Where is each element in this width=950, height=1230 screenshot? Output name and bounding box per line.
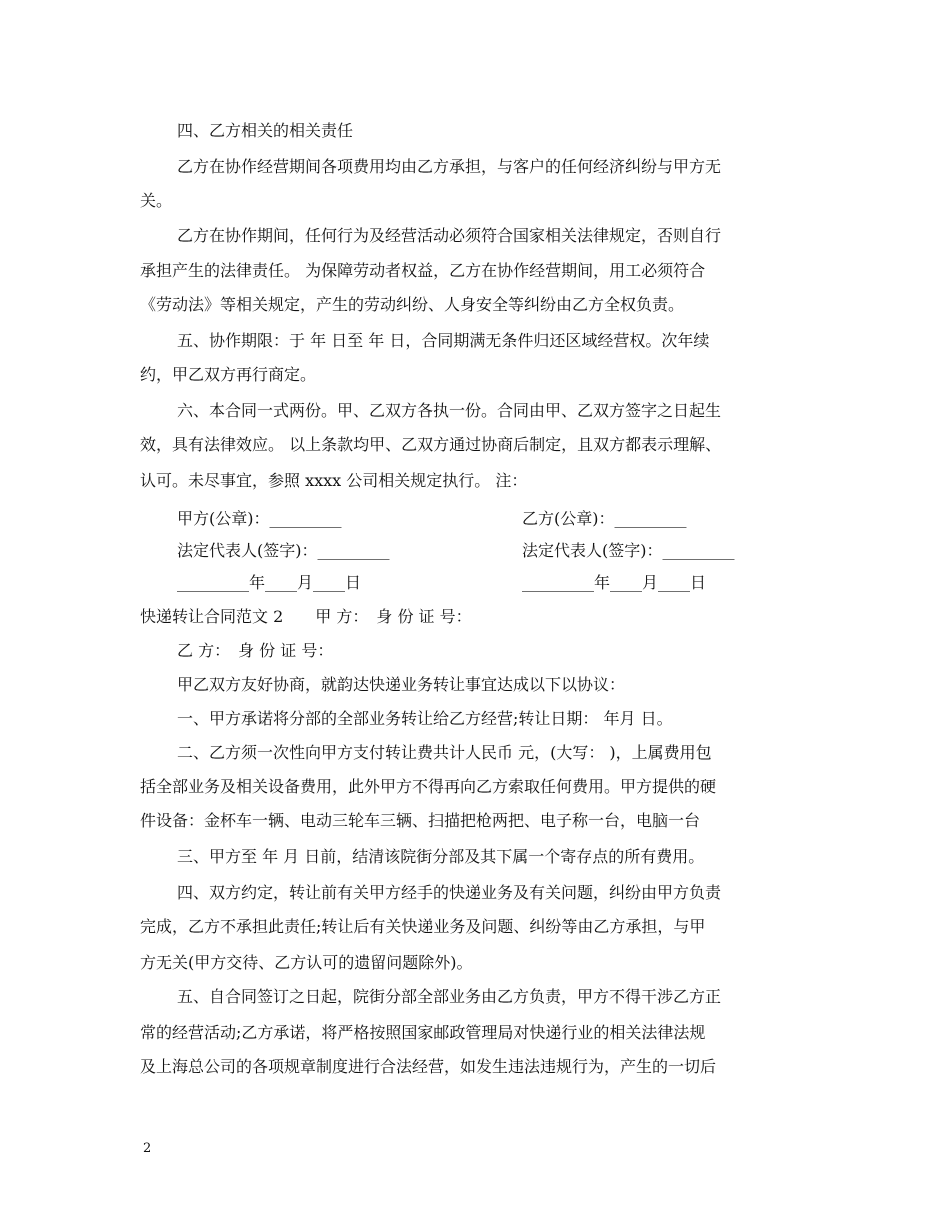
paragraph-line: 三、甲方至 年 月 日前，结清该院街分部及其下属一个寄存点的所有费用。 bbox=[177, 847, 705, 866]
paragraph-line: 常的经营活动;乙方承诺，将严格按照国家邮政管理局对快递行业的相关法律法规 bbox=[140, 1023, 706, 1042]
paragraph-line: 方无关(甲方交待、乙方认可的遗留问题除外)。 bbox=[140, 953, 473, 972]
paragraph-line: 件设备：金杯车一辆、电动三轮车三辆、扫描把枪两把、电子称一台，电脑一台 bbox=[140, 811, 701, 830]
party-a-representative: 法定代表人(签字)：_________ bbox=[177, 541, 390, 560]
paragraph-line: 五、协作期限：于 年 日至 年 日，合同期满无条件归还区域经营权。次年续 bbox=[177, 331, 710, 350]
paragraph-line: 认可。未尽事宜，参照 xxxx 公司相关规定执行。 注： bbox=[140, 471, 528, 490]
paragraph-line: 及上海总公司的各项规章制度进行合法经营，如发生违法违规行为，产生的一切后 bbox=[140, 1057, 717, 1076]
paragraph-line: 乙 方： 身 份 证 号： bbox=[177, 641, 334, 660]
party-b-representative: 法定代表人(签字)：_________ bbox=[522, 541, 735, 560]
section-title: 快递转让合同范文 2 甲 方： 身 份 证 号： bbox=[140, 607, 472, 626]
paragraph-line: 《劳动法》等相关规定，产生的劳动纠纷、人身安全等纠纷由乙方全权负责。 bbox=[140, 295, 685, 314]
paragraph-line: 括全部业务及相关设备费用，此外甲方不得再向乙方索取任何费用。甲方提供的硬 bbox=[140, 777, 717, 796]
paragraph-line: 六、本合同一式两份。甲、乙双方各执一份。合同由甲、乙双方签字之日起生 bbox=[177, 401, 722, 420]
paragraph-line: 甲乙双方友好协商，就韵达快递业务转让事宜达成以下以协议： bbox=[177, 675, 626, 694]
paragraph-line: 乙方在协作经营期间各项费用均由乙方承担，与客户的任何经济纠纷与甲方无 bbox=[177, 157, 722, 176]
paragraph-line: 约，甲乙双方再行商定。 bbox=[140, 365, 317, 384]
paragraph-line: 承担产生的法律责任。 为保障劳动者权益，乙方在协作经营期间，用工必须符合 bbox=[140, 261, 706, 280]
paragraph-line: 完成，乙方不承担此责任;转让后有关快递业务及问题、纠纷等由乙方承担，与甲 bbox=[140, 917, 706, 936]
paragraph-line: 一、甲方承诺将分部的全部业务转让给乙方经营;转让日期： 年月 日。 bbox=[177, 709, 673, 728]
paragraph-line: 四、双方约定，转让前有关甲方经手的快递业务及有关问题，纠纷由甲方负责 bbox=[177, 883, 722, 902]
party-b-date: _________年____月____日 bbox=[522, 573, 707, 592]
page-number: 2 bbox=[143, 1141, 152, 1156]
party-b-seal: 乙方(公章)：_________ bbox=[522, 509, 687, 528]
section-heading: 四、乙方相关的相关责任 bbox=[177, 121, 354, 140]
paragraph-line: 效，具有法律效应。 以上条款均甲、乙双方通过协商后制定，且双方都表示理解、 bbox=[140, 435, 722, 454]
party-a-seal: 甲方(公章)：_________ bbox=[177, 509, 342, 528]
paragraph-line: 关。 bbox=[140, 191, 173, 210]
paragraph-line: 乙方在协作期间，任何行为及经营活动必须符合国家相关法律规定，否则自行 bbox=[177, 226, 722, 245]
party-a-date: _________年____月____日 bbox=[177, 573, 362, 592]
paragraph-line: 二、乙方须一次性向甲方支付转让费共计人民币 元，(大写： )，上属费用包 bbox=[177, 743, 712, 762]
paragraph-line: 五、自合同签订之日起，院街分部全部业务由乙方负责，甲方不得干涉乙方正 bbox=[177, 987, 722, 1006]
